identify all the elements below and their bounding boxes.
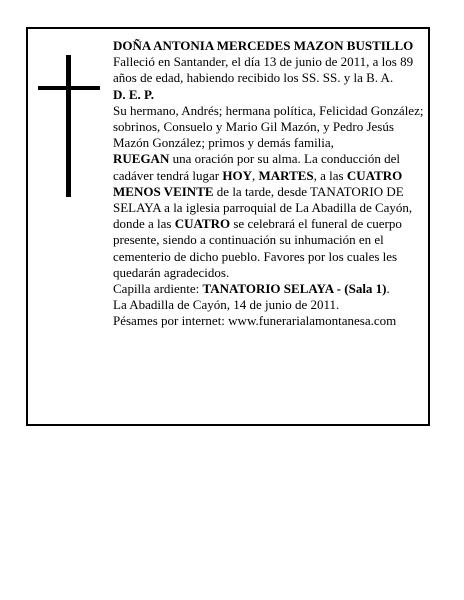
cross-icon [66,55,71,197]
hoy-text: HOY [222,167,252,183]
place-date: La Abadilla de Cayón, 14 de junio de 2011. [113,297,340,313]
time-text: CUATRO MENOS VEINTE [113,167,403,199]
comma-text: , [251,167,259,183]
deceased-name: DOÑA ANTONIA MERCEDES MAZON BUSTILLO [113,38,414,53]
ceremony-text-1: una oración por su alma. La conducción del cadáver tendrá lugar [113,151,401,183]
chapel-end: . [386,281,390,297]
chapel-value: TANATORIO SELAYA - (Sala 1) [202,281,387,297]
family-text: Su hermano, Andrés; hermana política, Felicidad González; sobrinos, Consuelo y Mario Gil Mazón, y Pedro Jesús Mazón González; primos y demás familia, [113,102,424,151]
martes-text: MARTES [258,167,314,183]
ceremony-text-3: de la tarde, desde TANATORIO DE SELAYA a la iglesia parroquial de La Abadilla de Cayón, donde a las [113,183,413,232]
funeral-time-text: CUATRO [174,216,231,232]
ruegan-text: RUEGAN [113,151,170,167]
condolences-line: Pésames por internet: www.funerarialamontanesa.com [113,313,397,329]
ceremony-paragraph [113,151,425,281]
chapel-line [113,281,425,297]
cross-icon-bar [38,86,100,90]
death-details: Falleció en Santander, el día 13 de junio de 2011, a los 89 años de edad, habiendo recibido los SS. SS. y la B. A. [113,54,414,86]
obituary-text [113,38,425,330]
ceremony-text-2: , a las [313,167,347,183]
family-paragraph [113,103,425,152]
ceremony-text-4: se celebrará el funeral de cuerpo presente, siendo a continuación su inhumación en el cementerio de dicho pueblo. Favores por los cuales les quedarán agradecidos. [113,216,402,280]
chapel-label: Capilla ardiente: [113,281,203,297]
dep-label: D. E. P. [113,86,155,102]
